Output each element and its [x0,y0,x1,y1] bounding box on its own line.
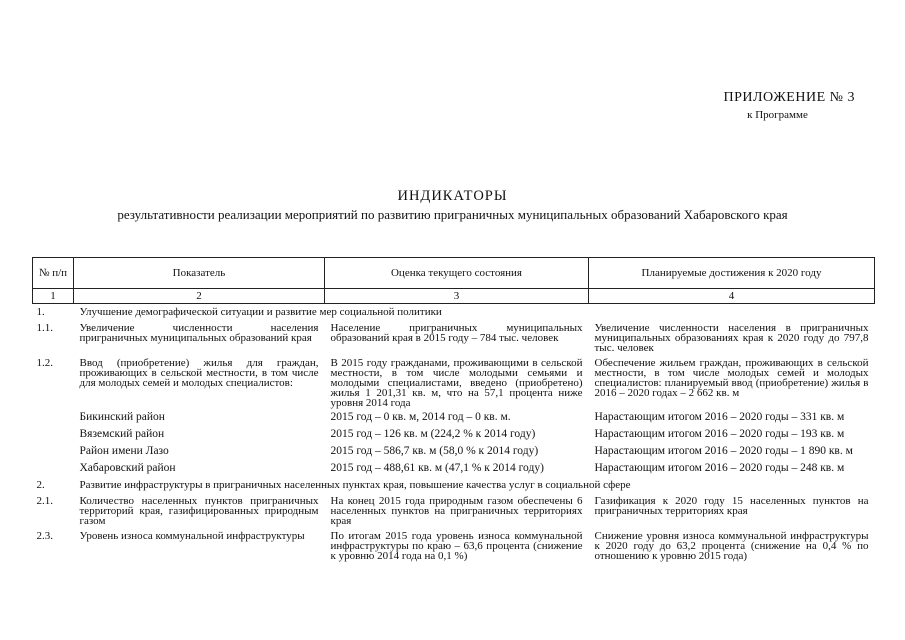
indicator-cell: Район имени Лазо [79,445,169,457]
header-num: № п/п [33,258,74,289]
row-number [33,409,74,426]
row-number [33,426,74,443]
section-row [33,304,875,320]
target-cell: Обеспечение жильем граждан, проживающих в сельской местности, в том числе молодых семей и молодых специалистов: планируемый ввод (приобретение) жилья в 2016 – 2020 годах – 2 662 кв. м [594,357,869,399]
table-row [33,443,875,460]
current-state-cell: На конец 2015 года природным газом обеспечены 6 населенных пунктов на приграничных территориях края [330,495,583,527]
column-number: 4 [589,289,875,304]
row-number: 1.1. [36,322,53,334]
row-number: 2. [36,479,45,491]
header-indicator: Показатель [74,258,325,289]
table-header-row [33,258,875,289]
target-cell: Нарастающим итогом 2016 – 2020 годы – 331 кв. м [594,411,845,423]
indicators-table [32,257,875,562]
indicator-cell: Бикинский район [79,411,165,423]
header-current: Оценка текущего состояния [325,258,589,289]
column-number: 1 [33,289,74,304]
indicator-cell: Увеличение численности населения приграничных муниципальных образований края [79,322,319,344]
appendix-sublabel: к Программе [747,109,808,121]
table-row [33,492,875,527]
table-row [33,354,875,409]
section-row [33,477,875,492]
target-cell: Увеличение численности населения в приграничных муниципальных образованиях края к 2020 году до 797,8 тыс. человек [594,322,869,354]
column-number: 3 [325,289,589,304]
indicator-cell: Хабаровский район [79,462,176,474]
table-row [33,319,875,354]
appendix-label: ПРИЛОЖЕНИЕ № 3 [723,90,855,105]
indicator-cell: Ввод (приобретение) жилья для граждан, проживающих в сельской местности, в том числе для молодых семей и молодых специалистов: [79,357,319,389]
table-column-numbers-row [33,289,875,304]
table-row [33,527,875,562]
target-cell: Газификация к 2020 году 15 населенных пунктов на приграничных территориях края [594,495,869,517]
current-state-cell: По итогам 2015 года уровень износа коммунальной инфраструктуры по краю – 63,6 процента (снижение к уровню 2014 года на 0,1 %) [330,530,583,562]
row-number: 1. [36,306,45,318]
current-state-cell: 2015 год – 126 кв. м (224,2 % к 2014 году) [330,428,536,440]
column-number: 2 [74,289,325,304]
table-row [33,426,875,443]
row-number [33,460,74,477]
target-cell: Нарастающим итогом 2016 – 2020 годы – 1 890 кв. м [594,445,853,457]
current-state-cell: В 2015 году гражданами, проживающими в сельской местности, в том числе молодыми семьями и молодыми специалистами, введено (приобретено) жилья 1 201,31 кв. м, что на 57,1 процента ниже уровня 2014 года [330,357,583,409]
row-number: 2.3. [36,530,53,542]
section-title: Улучшение демографической ситуации и развитие мер социальной политики [79,306,442,318]
current-state-cell: 2015 год – 0 кв. м, 2014 год – 0 кв. м. [330,411,511,423]
row-number [33,443,74,460]
section-title: Развитие инфраструктуры в приграничных населенных пунктах края, повышение качества услуг в социальной сфере [79,479,631,491]
indicator-cell: Уровень износа коммунальной инфраструктуры [79,530,305,542]
indicator-cell: Вяземский район [79,428,165,440]
appendix-block [640,90,855,121]
target-cell: Снижение уровня износа коммунальной инфраструктуры к 2020 году до 63,2 процента (снижение на 0,4 % по отношению к уровню 2015 года) [594,530,869,562]
table-row [33,460,875,477]
row-number: 2.1. [36,495,53,507]
current-state-cell: 2015 год – 586,7 кв. м (58,0 % к 2014 году) [330,445,539,457]
current-state-cell: Население приграничных муниципальных образований края в 2015 году – 784 тыс. человек [330,322,583,344]
indicator-cell: Количество населенных пунктов приграничных территорий края, газифицированных природным газом [79,495,319,527]
current-state-cell: 2015 год – 488,61 кв. м (47,1 % к 2014 году) [330,462,544,474]
target-cell: Нарастающим итогом 2016 – 2020 годы – 248 кв. м [594,462,845,474]
document-subtitle: результативности реализации мероприятий по развитию приграничных муниципальных образований Хабаровского края [117,207,788,222]
row-number: 1.2. [36,357,53,369]
document-title: ИНДИКАТОРЫ [397,188,508,204]
header-target: Планируемые достижения к 2020 году [589,258,875,289]
table-row [33,409,875,426]
target-cell: Нарастающим итогом 2016 – 2020 годы – 193 кв. м [594,428,845,440]
